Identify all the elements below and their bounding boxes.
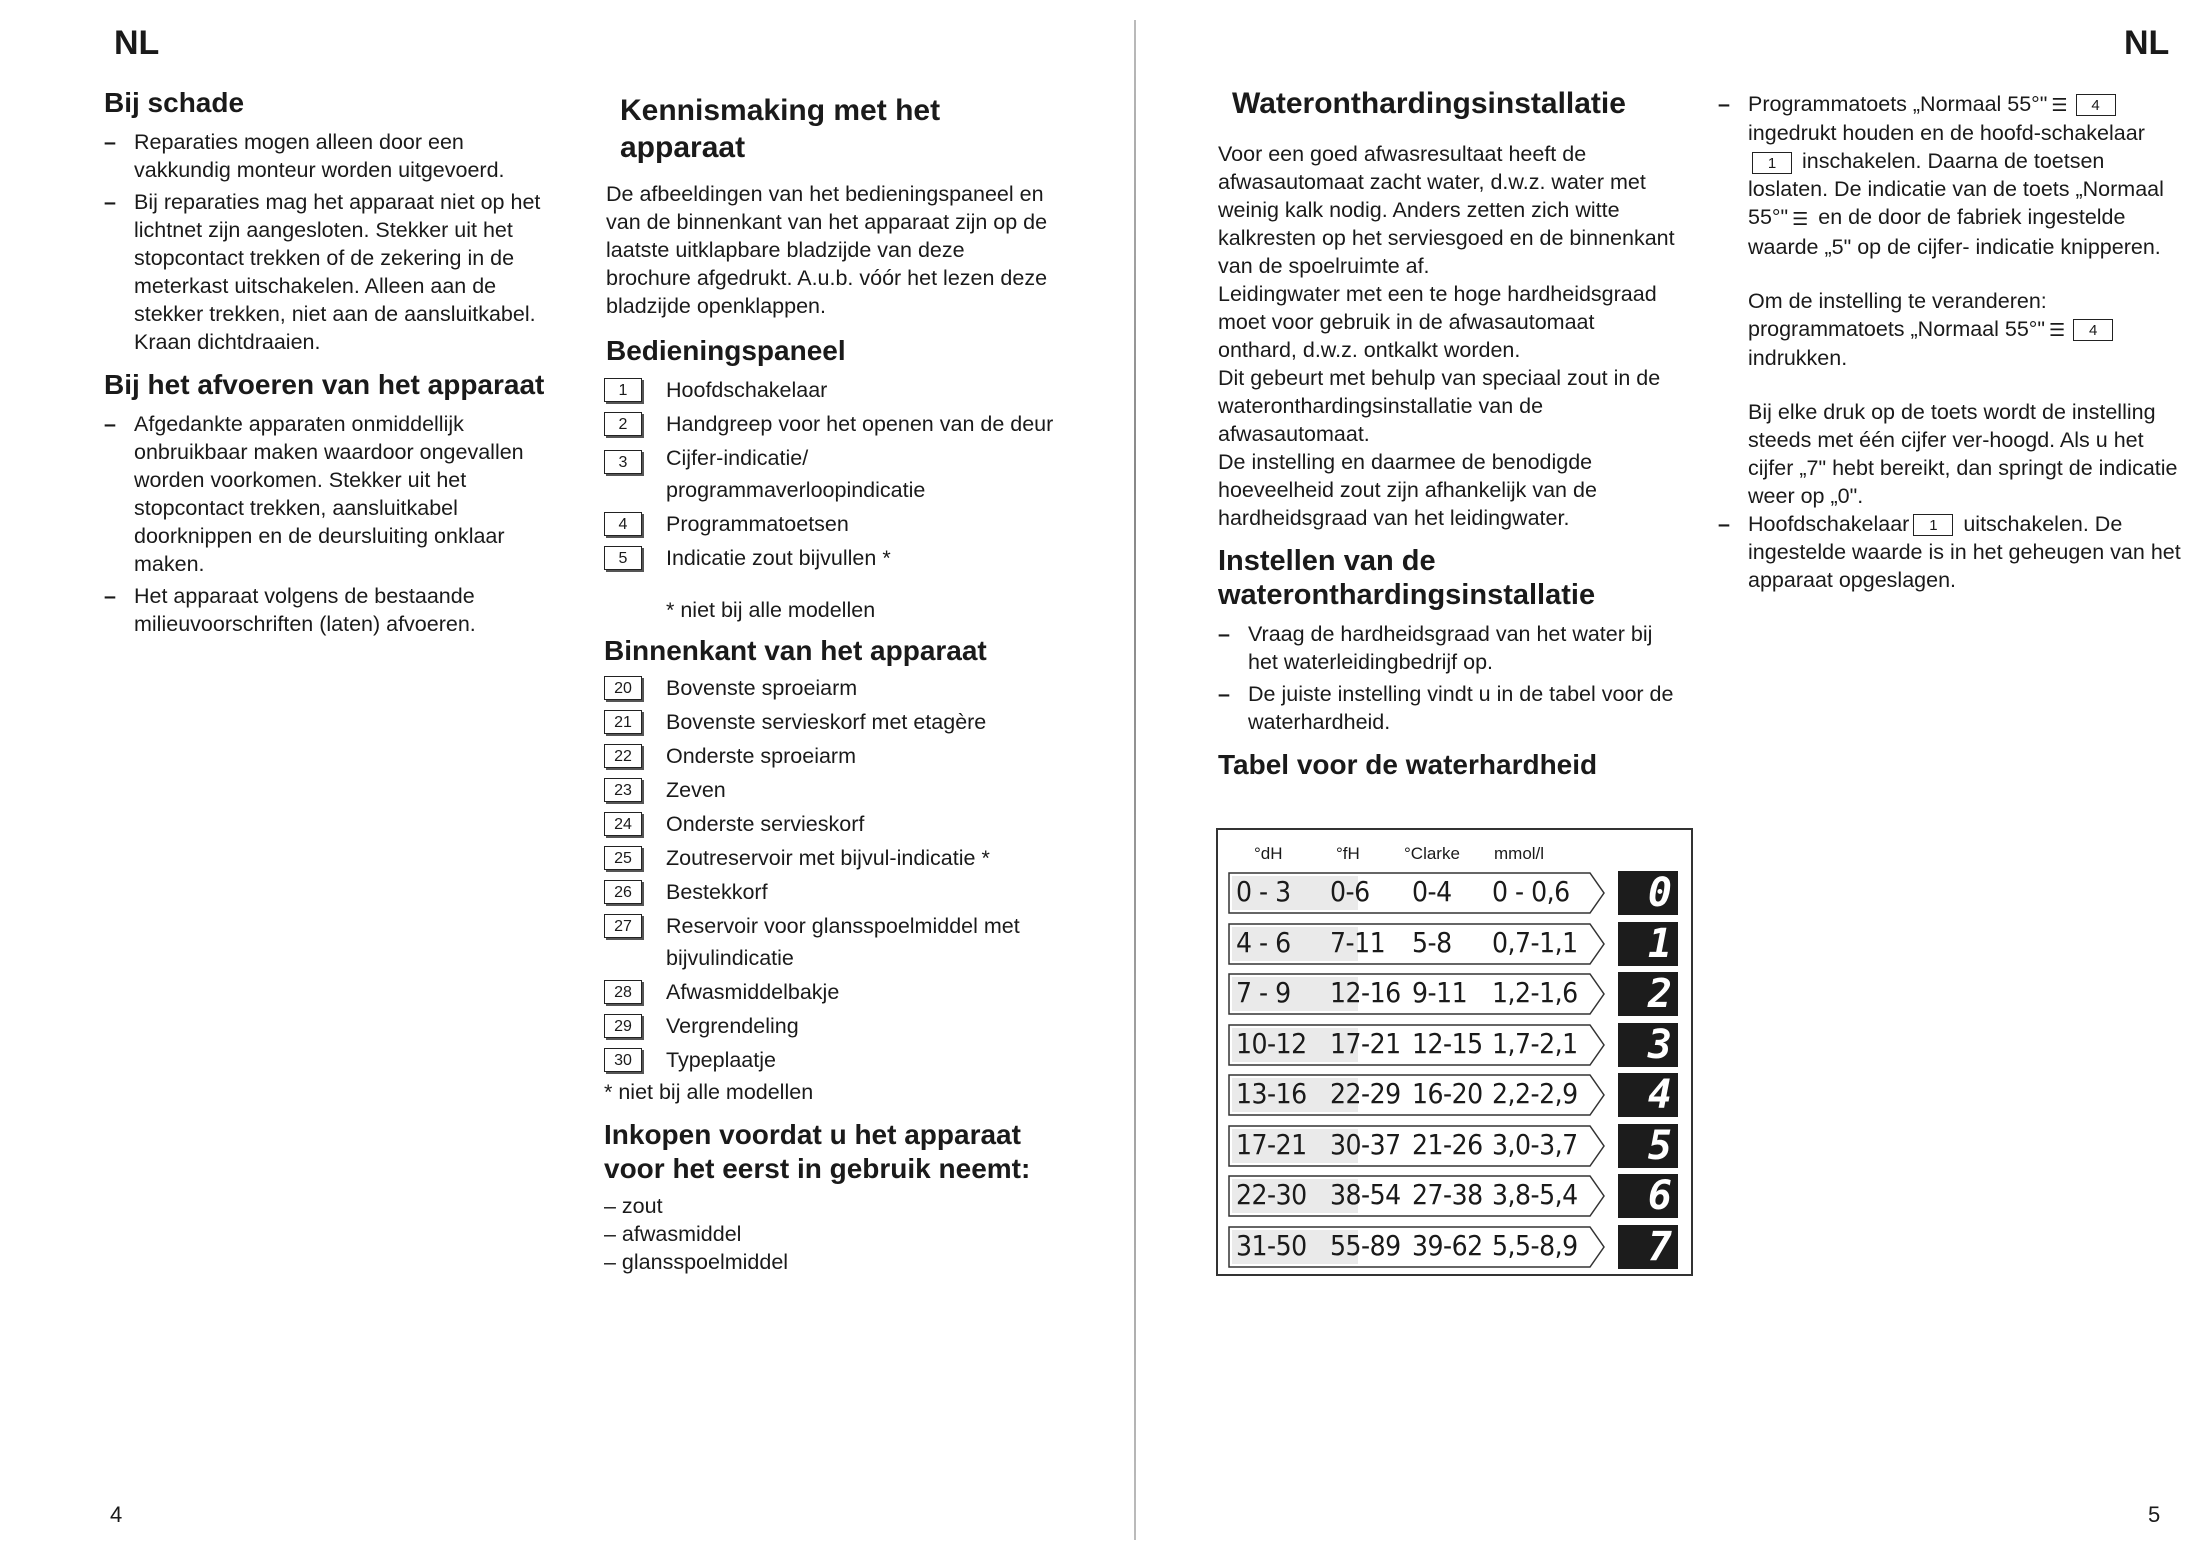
cell-mmol: 3,0-3,7 [1492, 1127, 1578, 1161]
key-1-label: 1 [1752, 152, 1792, 174]
cell-clarke: 39-62 [1412, 1228, 1483, 1262]
part-label: Bovenste servieskorf met etagère [666, 710, 987, 734]
cell-mmol: 3,8-5,4 [1492, 1178, 1578, 1211]
cell-fh: 38-54 [1330, 1178, 1401, 1211]
header-fh: °fH [1336, 844, 1360, 863]
column-safety [104, 86, 560, 638]
digit-display [1618, 871, 1678, 915]
display-digit: 4 [1647, 1072, 1672, 1118]
language-label-left: NL [114, 24, 160, 62]
cell-dh: 0 - 3 [1236, 875, 1291, 908]
cell-mmol: 2,2-2,9 [1492, 1077, 1578, 1110]
hardness-row [1228, 1175, 1606, 1215]
part-number: 28 [604, 980, 642, 1004]
inside-item [604, 706, 1054, 738]
part-label: Cijfer-indicatie/ programmaverloopindicatie [666, 446, 926, 502]
column-water-softener [1218, 86, 1678, 782]
header-dh: °dH [1254, 844, 1283, 863]
change-text: Om de instelling te veranderen: programmatoets „Normaal 55°" ☰ 4 indrukken. [1718, 287, 2188, 372]
digit-display [1618, 1073, 1678, 1117]
digit-display [1618, 972, 1678, 1016]
press-text: Bij elke druk op de toets wordt de instelling steeds met één cijfer ver-hoogd. Als u het cijfer „7" hebt bereikt, dan springt de indicatie weer op „0". [1748, 399, 2178, 508]
buy-item: – glansspoelmiddel [604, 1250, 789, 1274]
cell-fh: 7-11 [1330, 925, 1386, 959]
digit-display [1618, 1023, 1678, 1067]
buy-heading: Inkopen voordat u het apparaat voor het eerst in gebruik neemt: [604, 1119, 1031, 1184]
setting-item: – Vraag de hardheidsgraad van het water bij het waterleidingbedrijf op. [1218, 620, 1678, 676]
cell-clarke: 21-26 [1412, 1127, 1483, 1161]
panel-list [604, 374, 1054, 574]
key-4-label: 4 [2073, 319, 2113, 341]
disposal-heading: Bij het afvoeren van het apparaat [104, 369, 545, 400]
intro-text: De afbeeldingen van het bedieningspaneel en van de binnenkant van het apparaat zijn op de laatste uitklapbare bladzijde van deze brochure afgedrukt. A.u.b. vóór het lezen deze bladzijde openklappen. [606, 182, 1048, 318]
table-heading: Tabel voor de waterhardheid [1218, 749, 1598, 780]
cell-clarke: 27-38 [1412, 1178, 1483, 1211]
inside-item [604, 1010, 1054, 1042]
disposal-item: – Afgedankte apparaten onmiddellijk onbruikbaar maken waardoor ongevallen worden voorkomen. Stekker uit het stopcontact trekken, aansluitkabel doorknippen en de deursluiting onklaar maken. [104, 410, 560, 578]
inside-item [604, 976, 1054, 1008]
panel-note: * niet bij alle modellen [666, 598, 876, 622]
part-number: 20 [604, 676, 642, 700]
part-label: Onderste sproeiarm [666, 744, 856, 768]
part-label: Zeven [666, 778, 726, 802]
softener-heading: Wateronthardingsinstallatie [1232, 87, 1626, 120]
display-digit: 7 [1647, 1223, 1672, 1270]
cell-clarke: 12-15 [1412, 1026, 1483, 1060]
panel-item [604, 542, 1054, 574]
panel-item [604, 374, 1054, 406]
panel-item [604, 408, 1054, 440]
water-hardness-table [1216, 828, 1693, 1276]
inside-item [604, 876, 1054, 908]
cell-fh: 22-29 [1330, 1077, 1401, 1110]
damage-list [104, 128, 560, 356]
cell-mmol: 1,2-1,6 [1492, 976, 1578, 1009]
step-item: – Programmatoets „Normaal 55°" ☰ 4 ingedrukt houden en de hoofd-schakelaar1 inschakelen. Daarna de toetsen loslaten. De indicatie van de toets „Normaal 55°" ☰ en de door de fabriek ingestelde waarde „5" op de cijfer- indicatie knipperen. [1718, 90, 2188, 261]
hardness-row [1228, 1226, 1606, 1266]
part-label: Handgreep voor het openen van de deur [666, 412, 1054, 436]
cell-clarke: 16-20 [1412, 1077, 1483, 1110]
dish-symbol-icon: ☰ [2051, 95, 2068, 116]
display-digit: 5 [1647, 1122, 1672, 1169]
softener-text: Dit gebeurt met behulp van speciaal zout in de wateronthardingsinstallatie van de afwasautomaat. [1218, 366, 1661, 446]
language-label-right: NL [2124, 24, 2170, 62]
key-4-label: 4 [2076, 94, 2116, 116]
inside-item [604, 740, 1054, 772]
cell-mmol: 5,5-8,9 [1492, 1228, 1578, 1262]
hardness-row [1228, 973, 1606, 1013]
inside-item [604, 808, 1054, 840]
cell-dh: 13-16 [1236, 1077, 1307, 1110]
steps-list-1 [1718, 90, 2188, 261]
page-fold [1134, 20, 1136, 1540]
softener-text: Voor een goed afwasresultaat heeft de afwasautomaat zacht water, d.w.z. water met weinig kalk nodig. Anders zetten zich witte kalkresten op het serviesgoed en de binnenkant van de spoelruimte af. [1218, 142, 1675, 278]
digit-display [1618, 1174, 1678, 1218]
part-number: 29 [604, 1014, 642, 1038]
panel-item [604, 442, 1054, 506]
disposal-item: – Het apparaat volgens de bestaande milieuvoorschriften (laten) afvoeren. [104, 582, 560, 638]
part-number: 24 [604, 812, 642, 836]
damage-item: – Bij reparaties mag het apparaat niet op het lichtnet zijn aangesloten. Stekker uit het stopcontact trekken of de zekering in de meterkast uitschakelen. Alleen aan de stekker trekken, niet aan de aansluitkabel. Kraan dichtdraaien. [104, 188, 560, 356]
buy-item: – zout [604, 1194, 663, 1218]
part-label: Bestekkorf [666, 880, 768, 904]
setting-list [1218, 620, 1678, 736]
cell-fh: 17-21 [1330, 1026, 1401, 1060]
hardness-row [1228, 923, 1606, 963]
softener-text: Leidingwater met een te hoge hardheidsgraad moet voor gebruik in de afwasautomaat onthard, d.w.z. ontkalkt worden. [1218, 282, 1657, 362]
digit-display [1618, 1225, 1678, 1269]
digit-display [1618, 922, 1678, 966]
cell-mmol: 1,7-2,1 [1492, 1026, 1578, 1060]
part-label: Indicatie zout bijvullen * [666, 546, 891, 570]
part-number: 21 [604, 710, 642, 734]
steps-list-2 [1718, 510, 2188, 594]
part-label: Typeplaatje [666, 1048, 776, 1072]
setting-item: – De juiste instelling vindt u in de tabel voor de waterhardheid. [1218, 680, 1678, 736]
cell-fh: 0-6 [1330, 875, 1370, 908]
part-number: 23 [604, 778, 642, 802]
header-mmol: mmol/l [1494, 844, 1545, 863]
hardness-row [1228, 1074, 1606, 1114]
display-digit: 6 [1647, 1173, 1672, 1219]
hardness-row [1228, 872, 1606, 912]
part-label: Afwasmiddelbakje [666, 980, 840, 1004]
part-number: 27 [604, 914, 642, 938]
step-item: – Hoofdschakelaar 1 uitschakelen. De ingestelde waarde is in het geheugen van het apparaat opgeslagen. [1718, 510, 2188, 594]
inside-item [604, 910, 1054, 974]
cell-dh: 10-12 [1236, 1026, 1307, 1060]
panel-heading: Bedieningspaneel [606, 335, 846, 366]
part-number: 25 [604, 846, 642, 870]
key-1-label: 1 [1913, 514, 1953, 536]
display-digit: 2 [1647, 971, 1672, 1017]
column-introduction [604, 92, 1054, 1276]
part-label: Hoofdschakelaar [666, 378, 828, 402]
part-number: 30 [604, 1048, 642, 1072]
part-label: Onderste servieskorf [666, 812, 865, 836]
page-number-left: 4 [110, 1502, 123, 1527]
part-number: 5 [604, 546, 642, 570]
hardness-row [1228, 1125, 1606, 1165]
display-digit: 1 [1647, 920, 1672, 967]
dish-symbol-icon: ☰ [1792, 208, 1809, 229]
cell-fh: 55-89 [1330, 1228, 1401, 1262]
page-number-right: 5 [2148, 1502, 2161, 1527]
cell-dh: 22-30 [1236, 1178, 1307, 1211]
buy-list [604, 1192, 1054, 1276]
softener-text: De instelling en daarmee de benodigde hoeveelheid zout zijn afhankelijk van de hardheidsgraad van het leidingwater. [1218, 450, 1597, 530]
inside-list [604, 672, 1054, 1076]
cell-dh: 7 - 9 [1236, 976, 1291, 1009]
part-label: Vergrendeling [666, 1014, 799, 1038]
cell-dh: 31-50 [1236, 1228, 1307, 1262]
part-number: 2 [604, 412, 642, 436]
buy-item: – afwasmiddel [604, 1222, 742, 1246]
cell-dh: 4 - 6 [1236, 925, 1291, 959]
cell-clarke: 9-11 [1412, 976, 1468, 1009]
part-label: Reservoir voor glansspoelmiddel met bijvulindicatie [666, 914, 1020, 970]
dish-symbol-icon: ☰ [2049, 319, 2066, 340]
part-label: Zoutreservoir met bijvul-indicatie * [666, 846, 990, 870]
part-number: 1 [604, 378, 642, 402]
inside-note: * niet bij alle modellen [604, 1080, 814, 1104]
inside-item [604, 672, 1054, 704]
part-label: Bovenste sproeiarm [666, 676, 858, 700]
cell-fh: 30-37 [1330, 1127, 1401, 1161]
column-setting-steps [1718, 90, 2188, 594]
inside-item [604, 774, 1054, 806]
digit-display [1618, 1124, 1678, 1168]
cell-dh: 17-21 [1236, 1127, 1307, 1161]
setting-heading: Instellen van de wateronthardingsinstallatie [1218, 545, 1596, 611]
display-digit: 3 [1647, 1021, 1672, 1068]
part-number: 3 [604, 450, 642, 474]
disposal-list [104, 410, 560, 638]
display-digit: 0 [1647, 870, 1672, 916]
damage-item: – Reparaties mogen alleen door een vakkundig monteur worden uitgevoerd. [104, 128, 560, 184]
inside-item [604, 842, 1054, 874]
cell-mmol: 0 - 0,6 [1492, 875, 1570, 908]
cell-clarke: 5-8 [1412, 925, 1452, 959]
header-clarke: °Clarke [1404, 844, 1460, 863]
damage-heading: Bij schade [104, 87, 245, 118]
part-number: 4 [604, 512, 642, 536]
part-number: 22 [604, 744, 642, 768]
cell-clarke: 0-4 [1412, 875, 1452, 908]
cell-fh: 12-16 [1330, 976, 1401, 1009]
part-number: 26 [604, 880, 642, 904]
inside-heading: Binnenkant van het apparaat [604, 635, 987, 666]
hardness-row [1228, 1024, 1606, 1064]
panel-item [604, 508, 1054, 540]
cell-mmol: 0,7-1,1 [1492, 925, 1578, 959]
inside-item [604, 1044, 1054, 1076]
intro-heading: Kennismaking met het apparaat [620, 94, 941, 164]
part-label: Programmatoetsen [666, 512, 849, 536]
